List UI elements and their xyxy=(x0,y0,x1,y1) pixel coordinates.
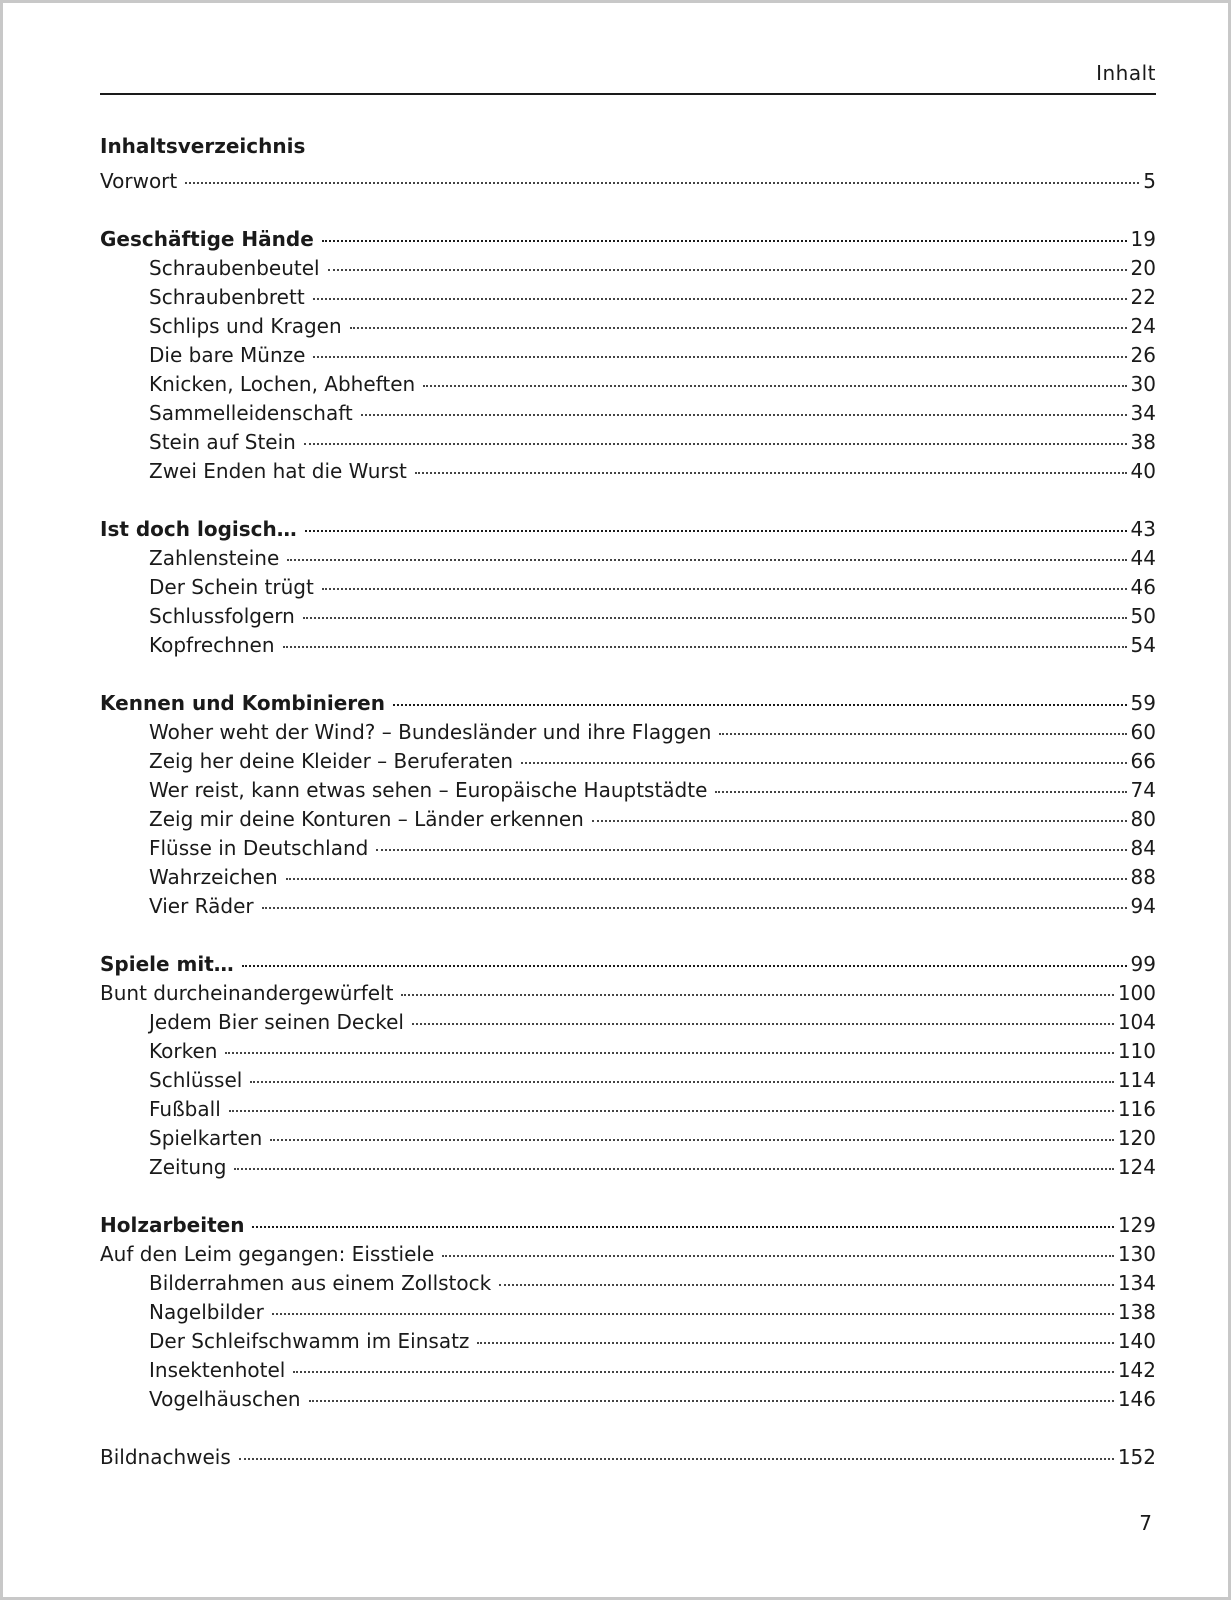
toc-entry-page: 38 xyxy=(1130,430,1156,454)
dot-leader xyxy=(272,1293,1114,1315)
dot-leader xyxy=(283,626,1127,648)
toc-entry-label: Wahrzeichen xyxy=(149,865,278,889)
toc-entry-page: 46 xyxy=(1130,575,1156,599)
toc-entry-label: Vogelhäuschen xyxy=(149,1387,301,1411)
toc-entry-page: 152 xyxy=(1117,1445,1156,1469)
toc-entry-page: 22 xyxy=(1130,285,1156,309)
toc-entry-label: Bilderrahmen aus einem Zollstock xyxy=(149,1271,492,1295)
dot-leader xyxy=(376,829,1126,851)
dot-leader xyxy=(234,1148,1113,1170)
toc-entry-vorwort[interactable] xyxy=(100,166,1156,195)
toc-entry-label: Holzarbeiten xyxy=(100,1213,245,1237)
toc-entry-page: 43 xyxy=(1130,517,1156,541)
toc-entry-label: Zeitung xyxy=(149,1155,227,1179)
dot-leader xyxy=(250,1061,1114,1083)
toc-entry-label: Nagelbilder xyxy=(149,1300,264,1324)
toc-entry-page: 44 xyxy=(1130,546,1156,570)
dot-leader xyxy=(252,1206,1113,1228)
dot-leader xyxy=(361,394,1127,416)
toc-entry-page: 20 xyxy=(1130,256,1156,280)
toc-entry-page: 99 xyxy=(1130,952,1156,976)
toc-entry-label: Zahlensteine xyxy=(149,546,280,570)
header-rule xyxy=(100,93,1156,95)
toc-entry-page: 5 xyxy=(1143,169,1156,193)
toc-entry-label: Kopfrechnen xyxy=(149,633,275,657)
toc-entry[interactable] xyxy=(149,891,1156,920)
toc-entry-page: 40 xyxy=(1130,459,1156,483)
dot-leader xyxy=(225,1032,1113,1054)
toc-entry-label: Der Schleifschwamm im Einsatz xyxy=(149,1329,470,1353)
toc-entry-label: Schlips und Kragen xyxy=(149,314,342,338)
toc-entry-page: 104 xyxy=(1117,1010,1156,1034)
dot-leader xyxy=(393,684,1127,706)
dot-leader xyxy=(322,220,1127,242)
toc-entry-page: 129 xyxy=(1117,1213,1156,1237)
toc-entry-label: Vier Räder xyxy=(149,894,254,918)
toc-entry-label: Wer reist, kann etwas sehen – Europäische Hauptstädte xyxy=(149,778,708,802)
dot-leader xyxy=(442,1235,1114,1257)
toc-entry-page: 114 xyxy=(1117,1068,1156,1092)
dot-leader xyxy=(412,1003,1114,1025)
dot-leader xyxy=(715,771,1126,793)
toc-entry-page: 134 xyxy=(1117,1271,1156,1295)
dot-leader xyxy=(423,365,1126,387)
toc-entry-label: Woher weht der Wind? – Bundesländer und ihre Flaggen xyxy=(149,720,712,744)
toc-entry-page: 30 xyxy=(1130,372,1156,396)
dot-leader xyxy=(592,800,1127,822)
toc-entry-label: Stein auf Stein xyxy=(149,430,296,454)
dot-leader xyxy=(313,336,1126,358)
toc-entry-page: 26 xyxy=(1130,343,1156,367)
toc-entry-label: Spiele mit… xyxy=(100,952,234,976)
toc-entry-label: Schraubenbeutel xyxy=(149,256,320,280)
running-header: Inhalt xyxy=(1096,61,1156,85)
toc-entry-page: 94 xyxy=(1130,894,1156,918)
dot-leader xyxy=(477,1322,1113,1344)
toc-entry-label: Der Schein trügt xyxy=(149,575,314,599)
toc-entry-label: Zeig her deine Kleider – Beruferaten xyxy=(149,749,514,773)
toc-entry-bildnachweis[interactable] xyxy=(100,1442,1156,1471)
toc-entry-label: Schraubenbrett xyxy=(149,285,305,309)
toc-entry[interactable] xyxy=(149,1384,1156,1413)
dot-leader xyxy=(185,162,1139,184)
toc-entry-page: 74 xyxy=(1130,778,1156,802)
toc-entry-label: Knicken, Lochen, Abheften xyxy=(149,372,416,396)
dot-leader xyxy=(304,423,1127,445)
toc-entry-label: Geschäftige Hände xyxy=(100,227,314,251)
toc-entry-page: 19 xyxy=(1130,227,1156,251)
toc-entry-page: 66 xyxy=(1130,749,1156,773)
page-number: 7 xyxy=(1139,1511,1152,1535)
toc-entry-label: Bildnachweis xyxy=(100,1445,231,1469)
toc-entry-label: Die bare Münze xyxy=(149,343,306,367)
dot-leader xyxy=(305,510,1127,532)
dot-leader xyxy=(350,307,1127,329)
toc-entry-label: Bunt durcheinandergewürfelt xyxy=(100,981,394,1005)
toc-entry-label: Ist doch logisch… xyxy=(100,517,297,541)
dot-leader xyxy=(293,1351,1113,1373)
dot-leader xyxy=(415,452,1127,474)
toc-entry-page: 88 xyxy=(1130,865,1156,889)
toc-entry-label: Zwei Enden hat die Wurst xyxy=(149,459,407,483)
dot-leader xyxy=(286,858,1127,880)
dot-leader xyxy=(521,742,1126,764)
dot-leader xyxy=(229,1090,1114,1112)
toc-entry-page: 80 xyxy=(1130,807,1156,831)
toc-entry-label: Kennen und Kombinieren xyxy=(100,691,385,715)
dot-leader xyxy=(303,597,1127,619)
dot-leader xyxy=(270,1119,1113,1141)
toc-entry-label: Insektenhotel xyxy=(149,1358,286,1382)
toc-entry[interactable] xyxy=(149,456,1156,485)
dot-leader xyxy=(287,539,1126,561)
toc-entry-page: 120 xyxy=(1117,1126,1156,1150)
toc-entry-page: 100 xyxy=(1117,981,1156,1005)
toc-entry[interactable] xyxy=(149,1152,1156,1181)
toc-entry-page: 34 xyxy=(1130,401,1156,425)
toc-entry-page: 124 xyxy=(1117,1155,1156,1179)
toc-entry-page: 50 xyxy=(1130,604,1156,628)
dot-leader xyxy=(309,1380,1114,1402)
dot-leader xyxy=(239,1438,1114,1460)
toc-entry-page: 138 xyxy=(1117,1300,1156,1324)
dot-leader xyxy=(401,974,1113,996)
toc-entry-page: 84 xyxy=(1130,836,1156,860)
toc-entry-page: 110 xyxy=(1117,1039,1156,1063)
dot-leader xyxy=(719,713,1126,735)
toc-entry-label: Korken xyxy=(149,1039,218,1063)
toc-entry-label: Zeig mir deine Konturen – Länder erkennen xyxy=(149,807,584,831)
dot-leader xyxy=(499,1264,1114,1286)
toc-entry[interactable] xyxy=(149,630,1156,659)
toc-entry-label: Schlüssel xyxy=(149,1068,243,1092)
toc-entry-label: Fußball xyxy=(149,1097,221,1121)
dot-leader xyxy=(328,249,1127,271)
dot-leader xyxy=(313,278,1127,300)
dot-leader xyxy=(322,568,1127,590)
toc-title: Inhaltsverzeichnis xyxy=(100,134,306,158)
toc-entry-page: 142 xyxy=(1117,1358,1156,1382)
toc-entry-label: Sammelleidenschaft xyxy=(149,401,353,425)
toc-entry-label: Spielkarten xyxy=(149,1126,263,1150)
toc-entry-page: 54 xyxy=(1130,633,1156,657)
toc-entry-label: Flüsse in Deutschland xyxy=(149,836,369,860)
toc-entry-page: 24 xyxy=(1130,314,1156,338)
toc-entry-label: Auf den Leim gegangen: Eisstiele xyxy=(100,1242,435,1266)
toc-entry-page: 116 xyxy=(1117,1097,1156,1121)
toc-entry-label: Jedem Bier seinen Deckel xyxy=(149,1010,404,1034)
toc-entry-page: 140 xyxy=(1117,1329,1156,1353)
toc-entry-page: 59 xyxy=(1130,691,1156,715)
toc-entry-page: 130 xyxy=(1117,1242,1156,1266)
toc-entry-label: Schlussfolgern xyxy=(149,604,295,628)
toc-entry-page: 146 xyxy=(1117,1387,1156,1411)
dot-leader xyxy=(262,887,1127,909)
toc-entry-label: Vorwort xyxy=(100,169,178,193)
toc-entry-page: 60 xyxy=(1130,720,1156,744)
dot-leader xyxy=(242,945,1127,967)
